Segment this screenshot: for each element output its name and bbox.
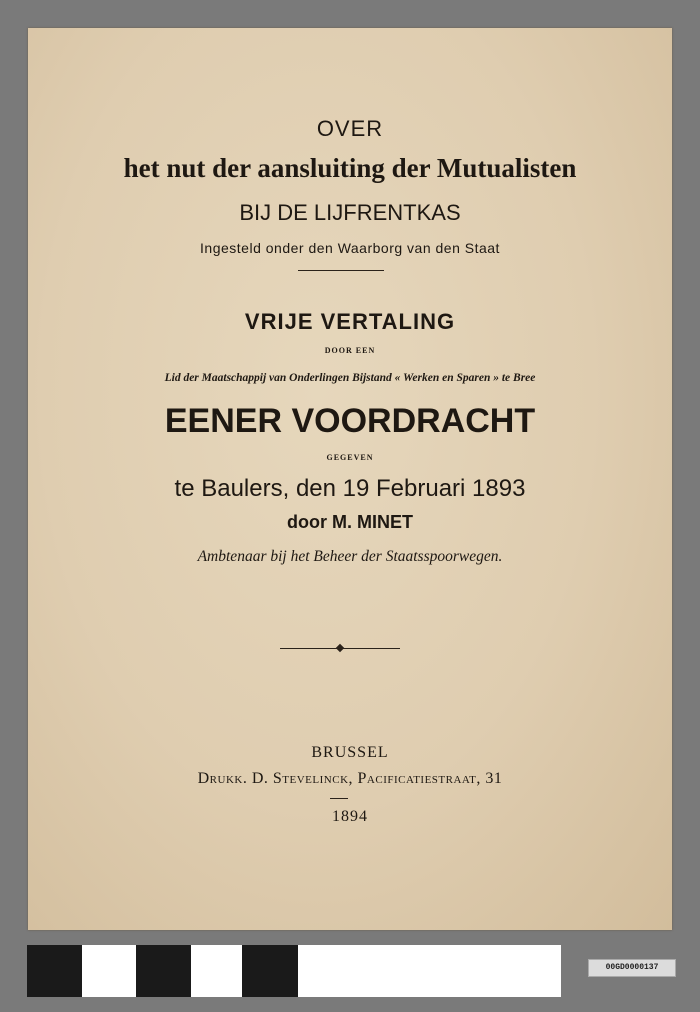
city: BRUSSEL [311, 744, 389, 761]
author-role: Ambtenaar bij het Beheer der Staatsspoorwegen. [197, 548, 503, 565]
author: door M. MINET [287, 512, 413, 532]
title-main-line: het nut der aansluiting der Mutualisten [123, 153, 577, 183]
member-line: Lid der Maatschappij van Onderlingen Bijstand « Werken en Sparen » te Bree [164, 372, 536, 384]
scan-id-label: 00GD0000137 [588, 959, 676, 977]
year: 1894 [332, 808, 368, 825]
title-lijfrentkas: BIJ DE LIJFRENTKAS [239, 200, 461, 225]
main-title: EENER VOORDRACHT [164, 402, 536, 440]
heading-translation: VRIJE VERTALING [244, 309, 456, 334]
printer: Drukk. D. Stevelinck, Pacificatiestraat, 31 [197, 770, 503, 787]
place-date: te Baulers, den 19 Februari 1893 [174, 475, 526, 502]
divider-rule [298, 270, 384, 271]
short-rule [330, 798, 348, 799]
given-label: GEGEVEN [326, 453, 374, 462]
title-over: OVER [316, 116, 384, 141]
by-label: DOOR EEN [324, 346, 376, 355]
title-subtitle: Ingesteld onder den Waarborg van den Staat [200, 240, 500, 256]
